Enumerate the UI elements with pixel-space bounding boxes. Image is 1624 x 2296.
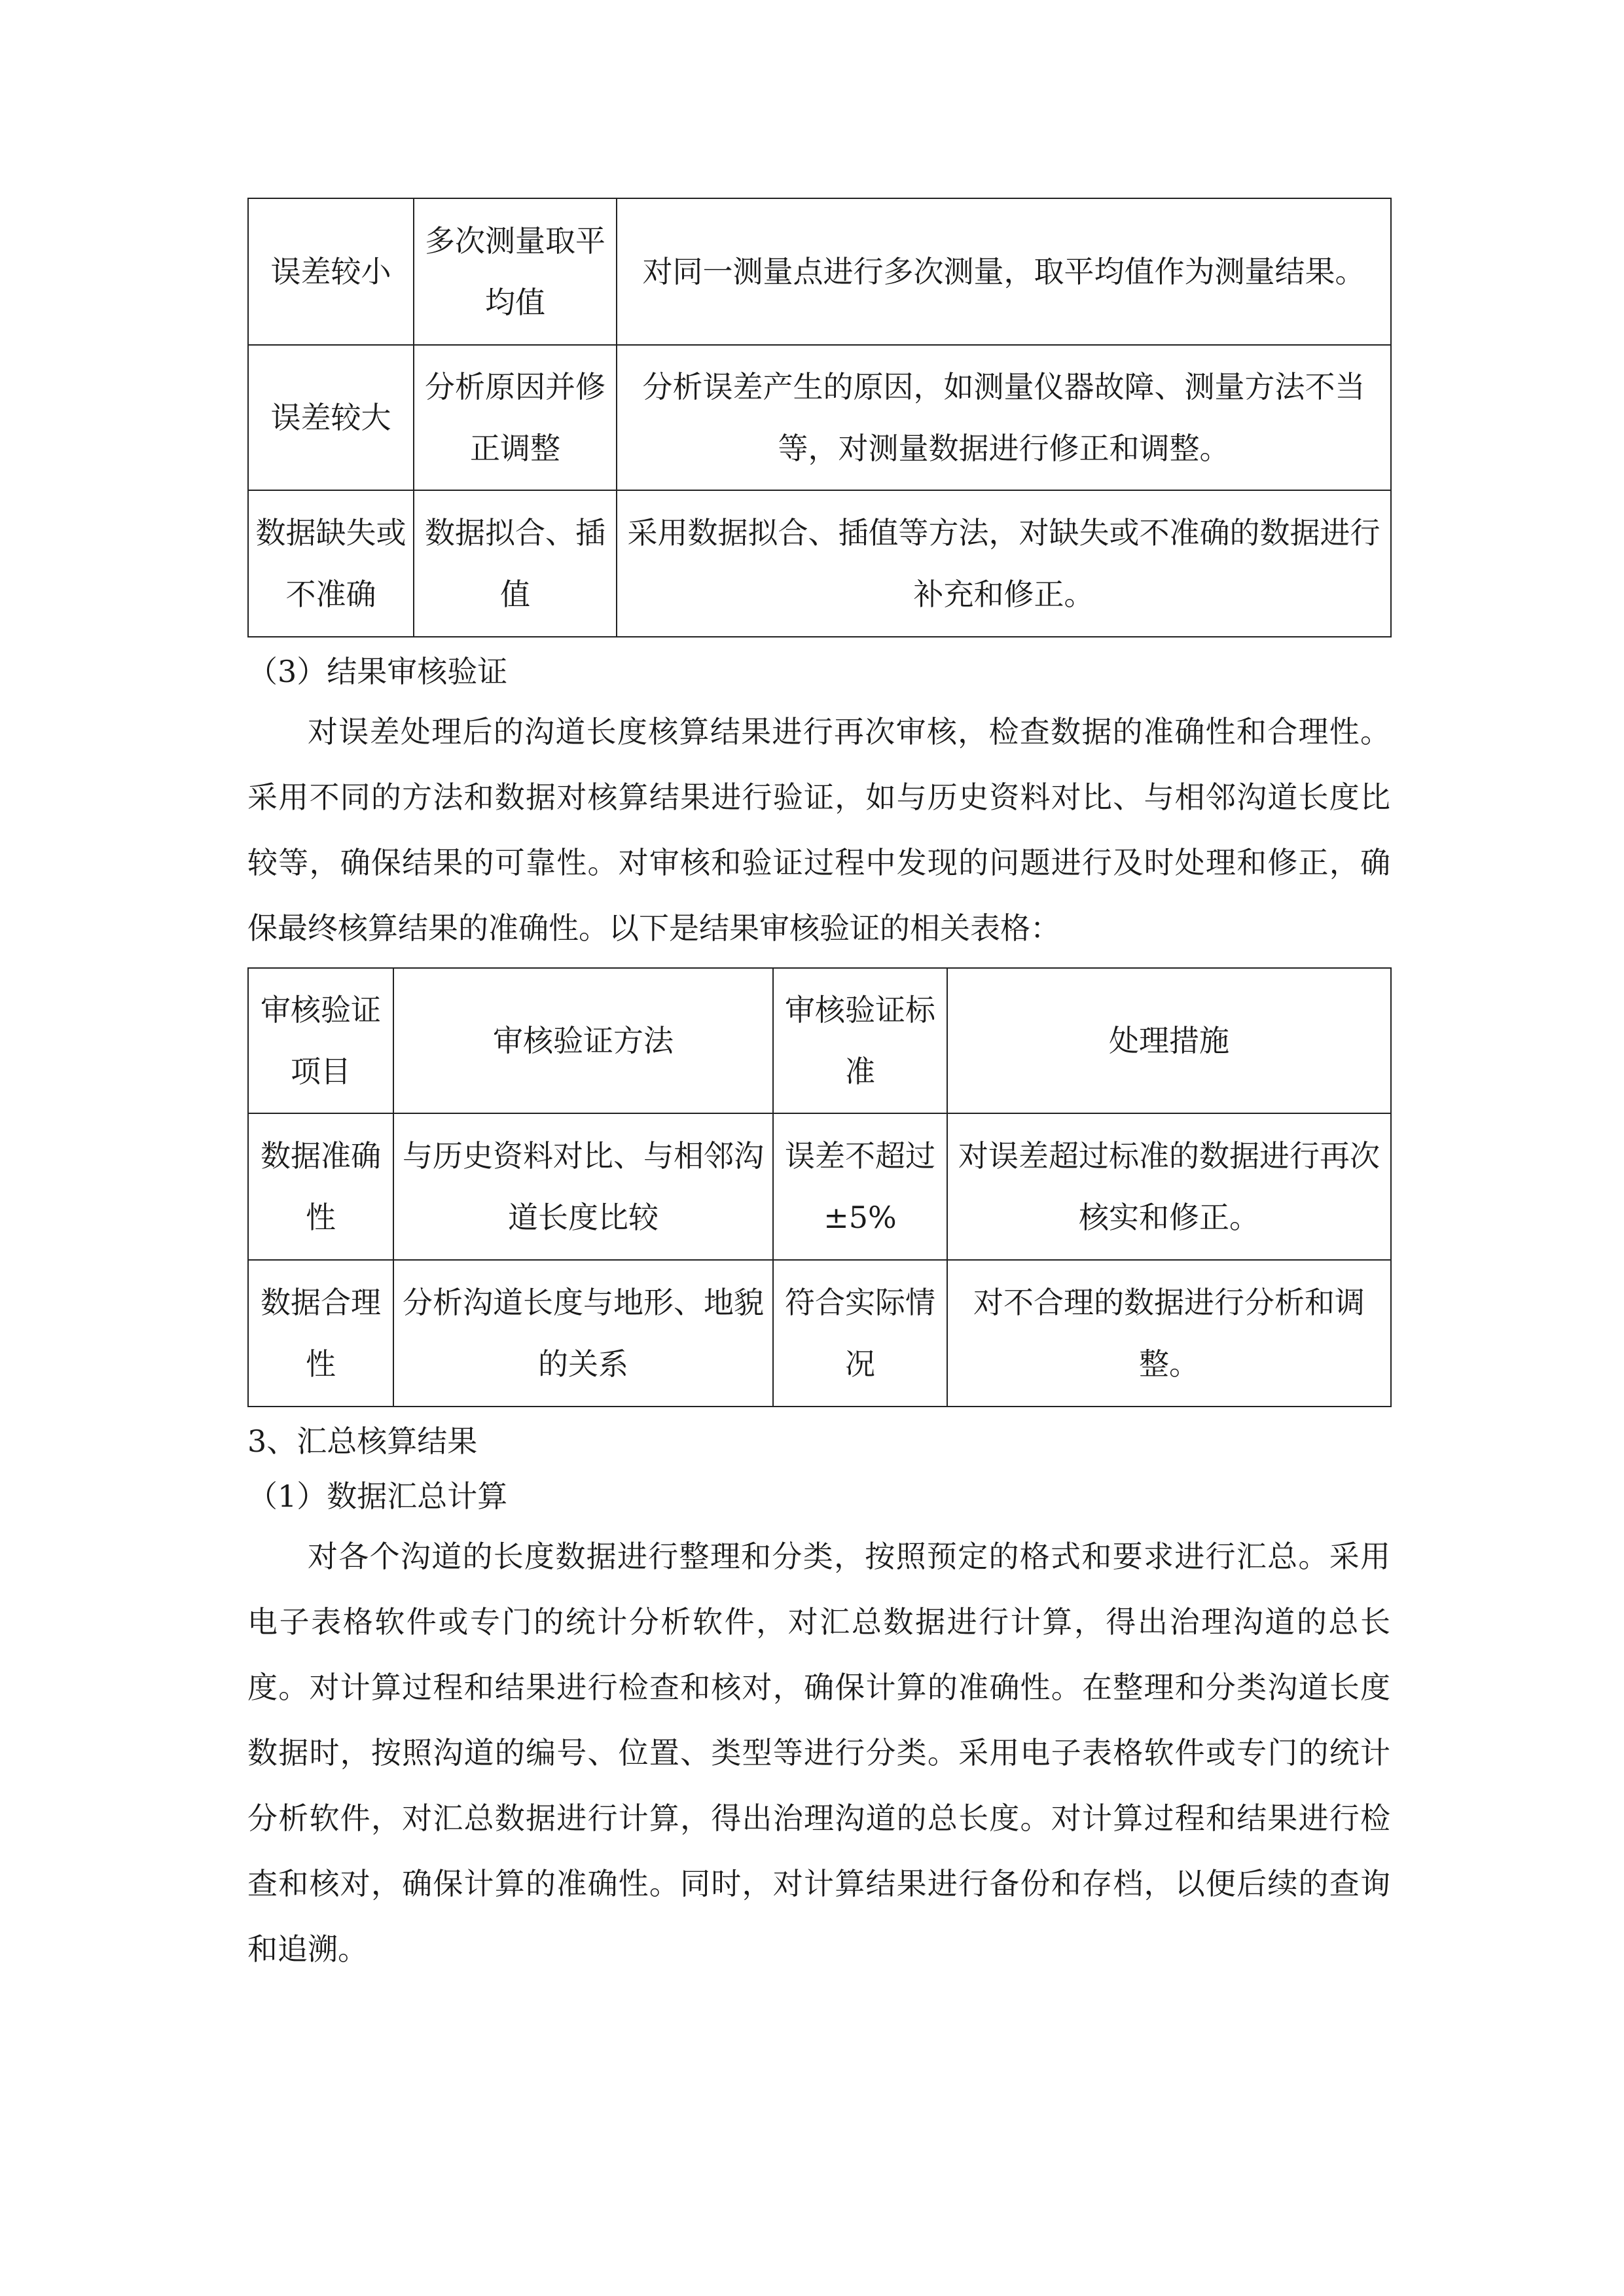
item-cell: 数据准确性 [248, 1113, 393, 1260]
method-cell: 分析原因并修正调整 [414, 345, 617, 490]
table-header-row [248, 968, 1391, 1113]
review-paragraph: 对误差处理后的沟道长度核算结果进行再次审核，检查数据的准确性和合理性。采用不同的方法和数据对核算结果进行验证，如与历史资料对比、与相邻沟道长度比较等，确保结果的可靠性。对审核和验证过程中发现的问题进行及时处理和修正，确保最终核算结果的准确性。以下是结果审核验证的相关表格： [247, 714, 1390, 946]
method-cell: 数据拟合、插值 [414, 490, 617, 637]
description-cell: 采用数据拟合、插值等方法，对缺失或不准确的数据进行补充和修正。 [617, 490, 1391, 637]
header-standard: 审核验证标准 [773, 968, 947, 1113]
method-cell: 多次测量取平均值 [414, 198, 617, 345]
standard-cell: 符合实际情况 [773, 1260, 947, 1407]
table-row [248, 490, 1391, 637]
header-method: 审核验证方法 [393, 968, 773, 1113]
description-cell: 分析误差产生的原因，如测量仪器故障、测量方法不当等，对测量数据进行修正和调整。 [617, 345, 1391, 490]
subheading-data-summary: （1）数据汇总计算 [247, 1479, 508, 1514]
section-heading-review: （3）结果审核验证 [247, 654, 508, 689]
standard-cell: 误差不超过±5% [773, 1113, 947, 1260]
method-cell: 分析沟道长度与地形、地貌的关系 [393, 1260, 773, 1407]
header-item: 审核验证项目 [248, 968, 393, 1113]
description-cell: 对同一测量点进行多次测量，取平均值作为测量结果。 [617, 198, 1391, 345]
situation-cell: 数据缺失或不准确 [248, 490, 414, 637]
method-cell: 与历史资料对比、与相邻沟道长度比较 [393, 1113, 773, 1260]
table-row [248, 1113, 1391, 1260]
header-action: 处理措施 [947, 968, 1391, 1113]
table-row [248, 345, 1391, 490]
section-heading-summary: 3、汇总核算结果 [247, 1424, 478, 1459]
error-handling-table [247, 198, 1392, 637]
review-verification-table [247, 967, 1392, 1407]
summary-paragraph: 对各个沟道的长度数据进行整理和分类，按照预定的格式和要求进行汇总。采用电子表格软件或专门的统计分析软件，对汇总数据进行计算，得出治理沟道的总长度。对计算过程和结果进行检查和核对，确保计算的准确性。在整理和分类沟道长度数据时，按照沟道的编号、位置、类型等进行分类。采用电子表格软件或专门的统计分析软件，对汇总数据进行计算，得出治理沟道的总长度。对计算过程和结果进行检查和核对，确保计算的准确性。同时，对计算结果进行备份和存档，以便后续的查询和追溯。 [247, 1539, 1390, 1967]
action-cell: 对不合理的数据进行分析和调整。 [947, 1260, 1391, 1407]
document-page [247, 198, 1390, 1982]
situation-cell: 误差较小 [248, 198, 414, 345]
action-cell: 对误差超过标准的数据进行再次核实和修正。 [947, 1113, 1391, 1260]
table-row [248, 1260, 1391, 1407]
item-cell: 数据合理性 [248, 1260, 393, 1407]
table-row [248, 198, 1391, 345]
situation-cell: 误差较大 [248, 345, 414, 490]
